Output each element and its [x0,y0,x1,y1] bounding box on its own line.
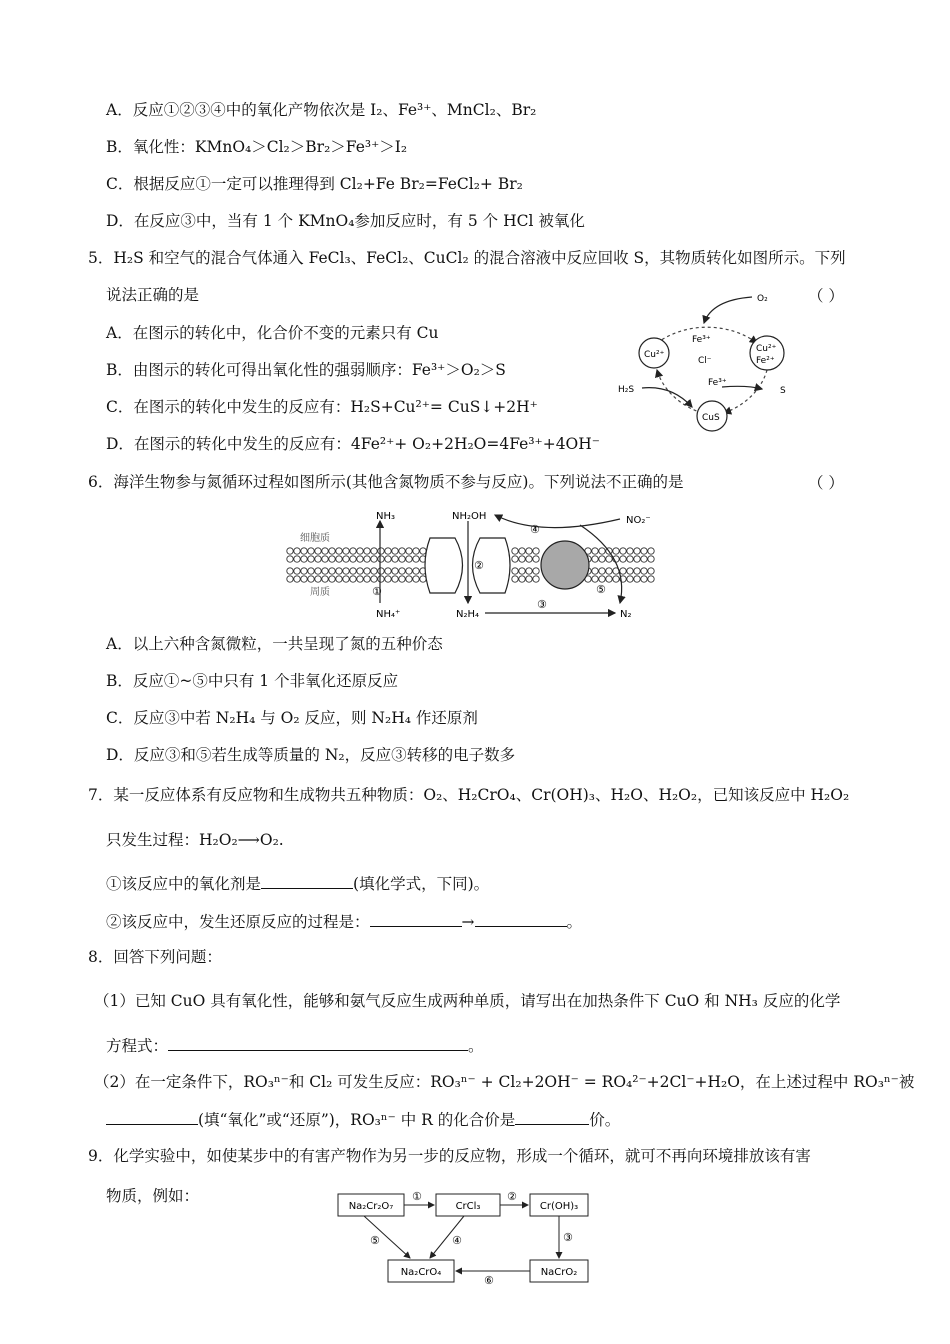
lipid-head [399,548,405,554]
lipid-head [399,556,405,562]
nh4-label: NH₄⁺ [376,609,401,620]
lipid-head [357,568,363,574]
lipid-head [378,548,384,554]
lipid-head [519,568,525,574]
lipid-head [420,576,426,582]
lipid-head [592,556,598,562]
q6-answer-paren: （ ） [808,474,844,492]
lipid-head [606,556,612,562]
na2cro4-label: Na₂CrO₄ [400,1267,442,1278]
lipid-head [294,556,300,562]
lipid-head [606,568,612,574]
q8-part1-post: 。 [468,1037,484,1055]
lipid-head [526,556,532,562]
lipid-head [512,568,518,574]
lipid-head [301,548,307,554]
lipid-head [315,568,321,574]
lipid-head [336,556,342,562]
q7-stem-line2-pre: 只发生过程：H₂O₂ [106,831,238,849]
q8-oxidized-reduced-blank[interactable] [106,1108,198,1125]
q8-stem: 8．回答下列问题： [88,948,222,966]
lipid-head [315,548,321,554]
lipid-head [392,548,398,554]
lipid-head [592,568,598,574]
lipid-head [371,548,377,554]
lipid-head [308,548,314,554]
lipid-head [512,576,518,582]
q5-cycle-diagram [612,285,812,435]
q8-valence-blank[interactable] [515,1108,589,1125]
n2h4-label: N₂H₄ [456,609,480,620]
lipid-head [322,576,328,582]
lipid-head [357,576,363,582]
q8-part1-pre: 方程式： [106,1037,169,1055]
q5-stem-line1: 5．H₂S 和空气的混合气体通入 FeCl₃、FeCl₂、CuCl₂ 的混合溶液中反应回收 S，其物质转化如图所示。下列 [88,249,846,267]
lipid-head [336,576,342,582]
q7-sub2-pre: ②该反应中，发生还原反应的过程是： [106,913,370,931]
lipid-head [641,568,647,574]
lipid-head [371,568,377,574]
lipid-head [519,556,525,562]
lipid-head [648,576,654,582]
croh3-label: Cr(OH)₃ [539,1201,579,1212]
lipid-head [378,576,384,582]
q6-option-c: C．反应③中若 N₂H₄ 与 O₂ 反应，则 N₂H₄ 作还原剂 [106,709,478,727]
lipid-head [385,576,391,582]
lipid-head [350,548,356,554]
lipid-head [406,548,412,554]
lipid-head [413,556,419,562]
lipid-head [406,556,412,562]
lipid-head [627,556,633,562]
lipid-head [329,576,335,582]
q4-option-a: A．反应①②③④中的氧化产物依次是 I₂、Fe³⁺、MnCl₂、Br₂ [106,101,537,119]
lipid-head [420,548,426,554]
n2-label: N₂ [620,609,632,620]
lipid-head [634,576,640,582]
lipid-head [648,568,654,574]
lipid-head [364,556,370,562]
q7-stem-line1: 7．某一反应体系有反应物和生成物共五种物质：O₂、H₂CrO₄、Cr(OH)₃、H₂O、H₂O₂，已知该反应中 H₂O₂ [88,786,850,804]
q5-option-d: D．在图示的转化中发生的反应有：4Fe²⁺+ O₂+2H₂O=4Fe³⁺+4OH⁻ [106,435,600,453]
lipid-head [406,568,412,574]
q7-sub2 [106,910,582,933]
cytoplasm-label: 细胞质 [300,533,330,544]
lipid-head [533,568,539,574]
q6-nitrogen-cycle-diagram [280,503,660,623]
lipid-head [641,548,647,554]
q7-sub2-arrow: → [461,913,475,931]
q6-option-b: B．反应①~⑤中只有 1 个非氧化还原反应 [106,672,399,690]
channel-left [425,538,463,593]
lipid-head [308,576,314,582]
lipid-head [599,548,605,554]
lipid-head [364,576,370,582]
lipid-head [385,548,391,554]
cus-label: CuS [702,413,720,423]
lipid-head [287,568,293,574]
reaction-2-label: ② [474,559,484,572]
lipid-head [343,576,349,582]
q7-reduction-from-blank[interactable] [370,910,462,927]
q5-answer-paren: （ ） [808,287,844,305]
lipid-head [599,576,605,582]
lipid-head [533,556,539,562]
cl-label: Cl⁻ [698,356,712,366]
lipid-head [385,568,391,574]
lipid-head [392,568,398,574]
lipid-head [343,548,349,554]
lipid-head [641,556,647,562]
lipid-head [322,556,328,562]
lipid-head [620,548,626,554]
na2cr2o7-label: Na₂Cr₂O₇ [348,1201,394,1212]
q9-chromium-cycle-diagram [334,1186,594,1286]
lipid-head [329,556,335,562]
fe3-bottom-label: Fe³⁺ [708,378,727,388]
lipid-head [648,548,654,554]
lipid-head [336,568,342,574]
lipid-head [294,576,300,582]
lipid-head [329,548,335,554]
periplasm-label: 周质 [310,587,330,598]
reaction-1-label: ① [372,585,382,598]
q6-option-a: A．以上六种含氮微粒，一共呈现了氮的五种价态 [106,635,443,653]
lipid-head [322,548,328,554]
q8-part2-line2 [106,1108,620,1131]
lipid-head [592,576,598,582]
lipid-head [385,556,391,562]
lipid-head [294,568,300,574]
q4-option-b: B．氧化性：KMnO₄＞Cl₂＞Br₂＞Fe³⁺＞I₂ [106,138,408,156]
lipid-head [413,576,419,582]
nh2oh-label: NH₂OH [452,511,487,522]
lipid-head [533,576,539,582]
q7-stem-line2-post: O₂. [259,831,284,849]
nacro2-label: NaCrO₂ [540,1267,578,1278]
long-arrow-icon: ⟶ [237,831,260,849]
lipid-head [606,576,612,582]
q8-part1-line1: （1）已知 CuO 具有氧化性，能够和氨气反应生成两种单质，请写出在加热条件下 CuO 和 NH₃ 反应的化学 [94,992,841,1010]
lipid-head [315,576,321,582]
step-1-label: ① [412,1190,422,1203]
lipid-head [315,556,321,562]
lipid-head [329,568,335,574]
lipid-head [512,548,518,554]
lipid-head [350,556,356,562]
lipid-head [526,576,532,582]
lipid-head [648,556,654,562]
step-3-label: ③ [563,1231,573,1244]
lipid-head [613,576,619,582]
lipid-head [413,568,419,574]
lipid-head [392,556,398,562]
lipid-head [634,548,640,554]
lipid-head [287,556,293,562]
q8-equation-blank[interactable] [168,1034,468,1051]
nh3-label: NH₃ [376,511,396,522]
h2s-label: H₂S [618,385,635,395]
lipid-head [512,556,518,562]
lipid-head [620,568,626,574]
q7-reduction-to-blank[interactable] [475,910,567,927]
lipid-head [287,548,293,554]
q7-stem-line2 [106,829,284,851]
q5-option-b: B．由图示的转化可得出氧化性的强弱顺序：Fe³⁺＞O₂＞S [106,361,506,379]
q7-sub1-post: (填化学式，下同)。 [353,875,490,893]
q8-part1-line2 [106,1034,484,1057]
lipid-head [599,556,605,562]
lipid-head [350,568,356,574]
fe2-right-label: Fe²⁺ [756,356,775,366]
fe3-top-label: Fe³⁺ [692,335,711,345]
lipid-head [620,556,626,562]
lipid-head [357,548,363,554]
lipid-head [627,548,633,554]
cu2-right-label: Cu²⁺ [756,344,777,354]
q6-stem: 6．海洋生物参与氮循环过程如图所示(其他含氮物质不参与反应)。下列说法不正确的是 [88,473,684,491]
lipid-head [526,548,532,554]
membrane-bilayer [287,548,654,582]
q4-option-c: C．根据反应①一定可以推理得到 Cl₂+Fe Br₂=FeCl₂+ Br₂ [106,175,523,193]
lipid-head [634,568,640,574]
reaction-5-label: ⑤ [596,583,606,596]
lipid-head [533,548,539,554]
lipid-head [399,568,405,574]
q5-option-a: A．在图示的转化中，化合价不变的元素只有 Cu [106,324,439,342]
lipid-head [336,548,342,554]
lipid-head [641,576,647,582]
lipid-head [378,568,384,574]
q5-option-c: C．在图示的转化中发生的反应有：H₂S+Cu²⁺= CuS↓+2H⁺ [106,398,538,416]
step-2-label: ② [507,1190,517,1203]
q7-sub1-pre: ①该反应中的氧化剂是 [106,875,262,893]
enzyme-circle [541,541,589,589]
step-6-label: ⑥ [484,1274,494,1286]
q8-part2-post: 价。 [589,1111,621,1129]
q9-stem-line2: 物质，例如： [106,1187,200,1205]
reaction-3-label: ③ [537,598,547,611]
q7-oxidant-blank[interactable] [261,872,353,889]
lipid-head [519,548,525,554]
cu2-label: Cu²⁺ [644,350,665,360]
step-4-label: ④ [452,1234,462,1247]
q6-option-d: D．反应③和⑤若生成等质量的 N₂，反应③转移的电子数多 [106,746,516,764]
lipid-head [634,556,640,562]
lipid-head [343,568,349,574]
lipid-head [599,568,605,574]
lipid-head [364,548,370,554]
lipid-head [371,556,377,562]
lipid-head [526,568,532,574]
q9-stem-line1: 9．化学实验中，如使某步中的有害产物作为另一步的反应物，形成一个循环，就可不再向环境排放该有害 [88,1147,811,1165]
q4-option-d: D．在反应③中，当有 1 个 KMnO₄参加反应时，有 5 个 HCl 被氧化 [106,212,585,230]
lipid-head [392,576,398,582]
lipid-head [308,556,314,562]
lipid-head [371,576,377,582]
q5-stem-line2: 说法正确的是 [106,286,200,304]
q8-part2-line1: （2）在一定条件下，RO₃ⁿ⁻和 Cl₂ 可发生反应：RO₃ⁿ⁻ + Cl₂+2OH⁻ = RO₄²⁻+2Cl⁻+H₂O，在上述过程中 RO₃ⁿ⁻被 [94,1073,915,1091]
lipid-head [301,556,307,562]
lipid-head [378,556,384,562]
lipid-head [350,576,356,582]
lipid-head [301,568,307,574]
lipid-head [364,568,370,574]
lipid-head [613,548,619,554]
lipid-head [399,576,405,582]
lipid-head [287,576,293,582]
s-label: S [780,386,786,396]
o2-label: O₂ [757,294,768,304]
crcl3-label: CrCl₃ [455,1201,481,1212]
reaction-4-label: ④ [530,523,540,536]
lipid-head [413,548,419,554]
lipid-head [301,576,307,582]
q8-part2-mid: (填“氧化”或“还原”)，RO₃ⁿ⁻ 中 R 的化合价是 [198,1111,516,1129]
lipid-head [406,576,412,582]
lipid-head [627,576,633,582]
lipid-head [592,548,598,554]
lipid-head [519,576,525,582]
step-5-label: ⑤ [370,1234,380,1247]
lipid-head [308,568,314,574]
q7-sub2-post: 。 [566,913,583,931]
lipid-head [343,556,349,562]
lipid-head [322,568,328,574]
no2-label: NO₂⁻ [626,515,651,526]
lipid-head [627,568,633,574]
lipid-head [357,556,363,562]
lipid-head [294,548,300,554]
q7-sub1 [106,872,489,895]
